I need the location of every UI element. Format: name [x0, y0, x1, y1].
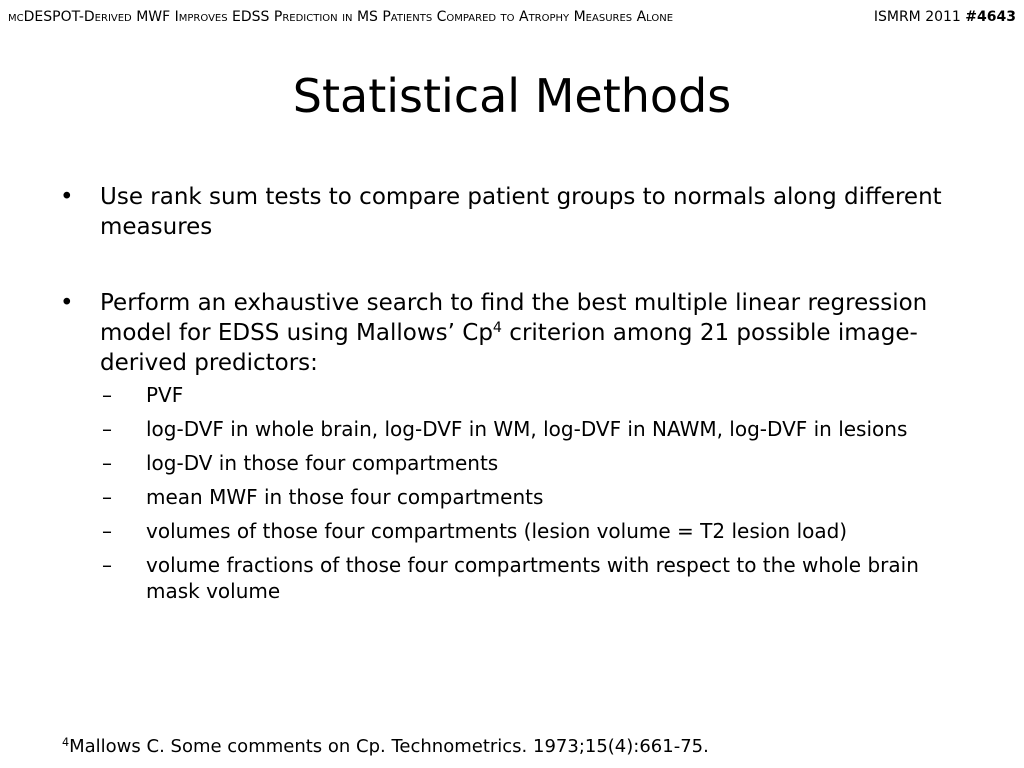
list-item — [100, 518, 978, 544]
list-item-text: PVF — [146, 383, 184, 407]
running-header — [8, 8, 1016, 26]
bullet-exhaustive-search — [58, 288, 978, 378]
footnote-text: Mallows C. Some comments on Cp. Technometrics. 1973;15(4):661-75. — [69, 736, 709, 757]
list-item-text: volume fractions of those four compartments with respect to the whole brain mask volume — [146, 553, 919, 603]
list-item — [100, 450, 978, 476]
slide-title: Statistical Methods — [292, 69, 732, 123]
list-item-text: log-DV in those four compartments — [146, 451, 499, 475]
footnote-superscript: 4 — [62, 735, 70, 749]
list-item-text: mean MWF in those four compartments — [146, 485, 544, 509]
bullet-text-before: Perform an exhaustive search to find the best multiple linear regression model for EDSS using Mallows’ Cp — [100, 290, 928, 346]
citation-superscript: 4 — [492, 320, 502, 337]
bullet-marker: • — [60, 184, 74, 210]
dash-marker: – — [102, 519, 112, 543]
list-item — [100, 484, 978, 510]
poster-number: #4643 — [965, 9, 1016, 25]
slide-body — [58, 182, 978, 612]
bullet-marker: • — [60, 290, 74, 316]
dash-marker: – — [102, 485, 112, 509]
bullet-rank-sum — [58, 182, 978, 242]
conference-label — [874, 8, 1016, 26]
running-title: mcDESPOT-Derived MWF Improves EDSS Prediction in MS Patients Compared to Atrophy Measures Alone — [8, 9, 674, 25]
bullet-text-after: criterion among 21 possible image-derived predictors: — [100, 320, 918, 376]
dash-marker: – — [102, 451, 112, 475]
dash-marker: – — [102, 383, 112, 407]
bullet-text: Use rank sum tests to compare patient groups to normals along different measures — [100, 184, 942, 240]
list-item-text: log-DVF in whole brain, log-DVF in WM, log-DVF in NAWM, log-DVF in lesions — [146, 417, 908, 441]
dash-marker: – — [102, 417, 112, 441]
predictor-list — [58, 382, 978, 604]
list-item — [100, 382, 978, 408]
footnote — [62, 734, 709, 760]
list-item-text: volumes of those four compartments (lesion volume = T2 lesion load) — [146, 519, 848, 543]
dash-marker: – — [102, 553, 112, 577]
conference-name: ISMRM 2011 — [873, 9, 966, 25]
list-item — [100, 552, 978, 604]
list-item — [100, 416, 978, 442]
